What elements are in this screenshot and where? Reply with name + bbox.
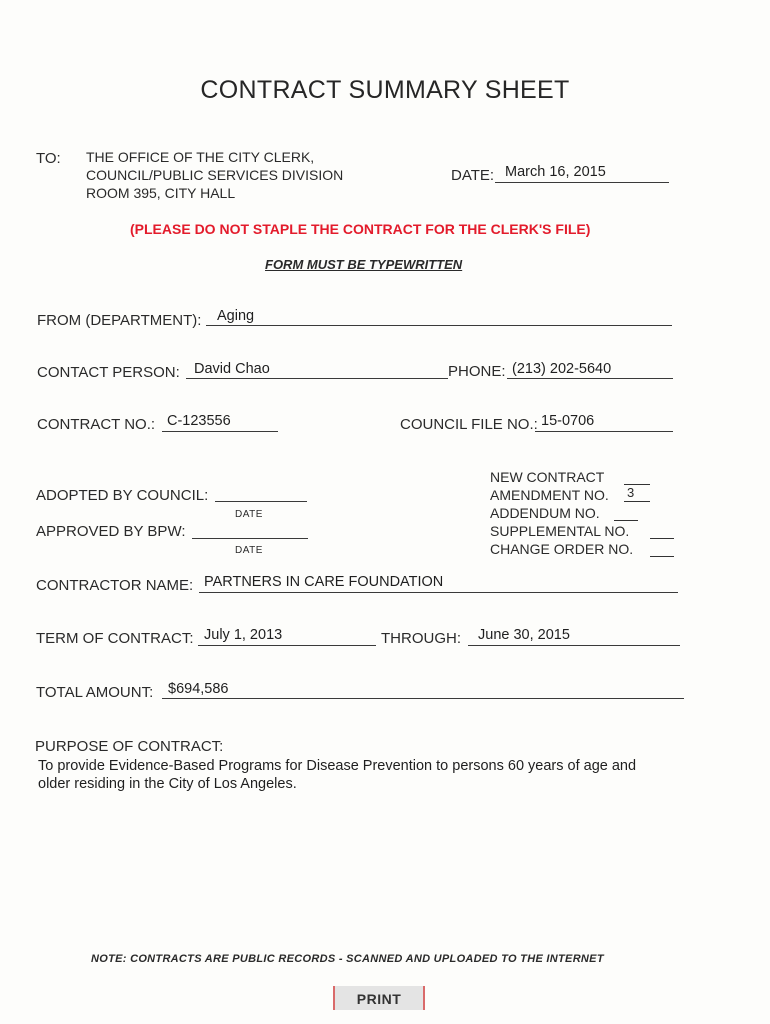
adopted-date-caption: DATE <box>235 509 263 520</box>
total-amount-value[interactable]: $694,586 <box>168 681 229 697</box>
adopted-by-council-label: ADOPTED BY COUNCIL: <box>36 487 209 504</box>
through-label: THROUGH: <box>381 630 461 647</box>
addendum-no-blank[interactable] <box>614 520 638 521</box>
from-department-label: FROM (DEPARTMENT): <box>37 312 202 329</box>
contact-person-value[interactable]: David Chao <box>194 361 270 377</box>
addendum-no-label: ADDENDUM NO. <box>490 505 600 521</box>
page-title: CONTRACT SUMMARY SHEET <box>200 76 570 104</box>
date-underline <box>495 182 669 183</box>
typewritten-notice: FORM MUST BE TYPEWRITTEN <box>265 257 463 272</box>
amendment-no-value[interactable]: 3 <box>627 485 635 500</box>
to-line-3: ROOM 395, CITY HALL <box>86 185 236 201</box>
through-value[interactable]: June 30, 2015 <box>478 627 570 643</box>
new-contract-label: NEW CONTRACT <box>490 469 605 485</box>
from-department-value[interactable]: Aging <box>217 308 255 324</box>
date-label: DATE: <box>451 167 495 184</box>
approved-by-bpw-underline[interactable] <box>192 538 308 539</box>
contractor-name-underline <box>199 592 678 593</box>
contractor-name-value[interactable]: PARTNERS IN CARE FOUNDATION <box>204 574 444 590</box>
print-button[interactable]: PRINT <box>333 986 425 1010</box>
total-amount-label: TOTAL AMOUNT: <box>36 684 154 701</box>
contact-person-label: CONTACT PERSON: <box>37 364 180 381</box>
total-amount-underline <box>162 698 684 699</box>
contract-no-underline <box>162 431 278 432</box>
change-order-no-label: CHANGE ORDER NO. <box>490 541 634 557</box>
to-line-2: COUNCIL/PUBLIC SERVICES DIVISION <box>86 167 344 183</box>
public-records-note: NOTE: CONTRACTS ARE PUBLIC RECORDS - SCANNED AND UPLOADED TO THE INTERNET <box>91 953 604 965</box>
to-line-1: THE OFFICE OF THE CITY CLERK, <box>86 149 315 165</box>
phone-label: PHONE: <box>448 363 506 380</box>
term-of-contract-label: TERM OF CONTRACT: <box>36 630 194 647</box>
council-file-no-underline <box>535 431 673 432</box>
purpose-label: PURPOSE OF CONTRACT: <box>35 738 224 755</box>
amendment-no-label: AMENDMENT NO. <box>490 487 609 503</box>
through-underline <box>468 645 680 646</box>
change-order-no-blank[interactable] <box>650 556 674 557</box>
to-label: TO: <box>36 150 61 167</box>
term-of-contract-underline <box>198 645 376 646</box>
phone-underline <box>507 378 673 379</box>
approved-by-bpw-label: APPROVED BY BPW: <box>36 523 186 540</box>
purpose-line-2[interactable]: older residing in the City of Los Angeles. <box>38 776 297 792</box>
approved-date-caption: DATE <box>235 545 263 556</box>
date-value[interactable]: March 16, 2015 <box>505 164 606 180</box>
supplemental-no-blank[interactable] <box>650 538 674 539</box>
purpose-line-1[interactable]: To provide Evidence-Based Programs for Disease Prevention to persons 60 years of age and <box>38 758 637 774</box>
phone-value[interactable]: (213) 202-5640 <box>512 361 612 377</box>
from-department-underline <box>206 325 672 326</box>
staple-warning: (PLEASE DO NOT STAPLE THE CONTRACT FOR THE CLERK'S FILE) <box>130 221 591 237</box>
council-file-no-value[interactable]: 15-0706 <box>541 413 595 429</box>
contact-person-underline <box>186 378 448 379</box>
supplemental-no-label: SUPPLEMENTAL NO. <box>490 523 630 539</box>
adopted-by-council-underline[interactable] <box>215 501 307 502</box>
term-of-contract-value[interactable]: July 1, 2013 <box>204 627 283 643</box>
contract-no-label: CONTRACT NO.: <box>37 416 156 433</box>
amendment-no-blank <box>624 501 650 502</box>
contractor-name-label: CONTRACTOR NAME: <box>36 577 194 594</box>
contract-no-value[interactable]: C-123556 <box>167 413 231 429</box>
council-file-no-label: COUNCIL FILE NO.: <box>400 416 538 433</box>
